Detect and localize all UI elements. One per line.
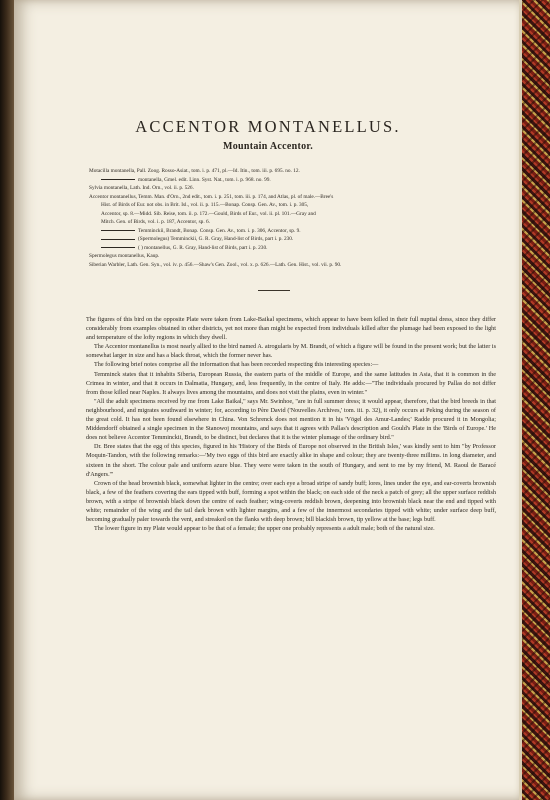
body-text bbox=[86, 315, 496, 533]
paragraph: The figures of this bird on the opposite Plate were taken from Lake-Baikal specimens, which appear to have been killed in their full nuptial dress, since they differ considerably from examples obtained in other districts, yet not more than might be expected from individuals killed after the plumage had been exposed to the light and temperature of the lofty regions in which they dwell. bbox=[86, 316, 496, 342]
ditto-dash bbox=[101, 239, 135, 240]
paragraph: Temminck states that it inhabits Siberia, European Russia, the eastern parts of the middle of Europe, and the same latitudes in Asia, that it is common in the Crimea in winter, and that it occurs in Dalmatia, Hungary, and, less frequently, in the centre of Italy. He adds:—"The individuals procured by Pallas do not differ from those killed near Naples. It always lives among the mountains, and does not visit the plains, even in winter." bbox=[86, 370, 496, 396]
synonym-line: montanella, Gmel. edit. Linn. Syst. Nat., tom. i. p. 968. no. 99. bbox=[89, 176, 494, 185]
synonym-line: Spermolegus montanellus, Kaup. bbox=[89, 253, 160, 260]
ditto-dash bbox=[101, 179, 135, 180]
paragraph: Crown of the head brownish black, somewhat lighter in the centre; over each eye a broad stripe of sandy buff; lores, lines under the eye, and ear-coverts brownish black, a few of the feathers covering the ears tipped with buff, forming a spot within the black; on each side of the neck a patch of grey; all the upper surface reddish brown, with a stripe of brownish black down the centre of each feather; wing-coverts reddish brown, deepening into brownish black near the end and tipped with white; remainder of the wing and the tail dark brown with lighter margins, and a few of the innermost secondaries tipped with white; under surface deep buff, becoming gradually paler towards the vent, and streaked on the flanks with deep brown; bill blackish brown, tip yellow at the base; legs buff. bbox=[86, 479, 496, 524]
synonym-line: (Spermolegus) Temminckii, G. R. Gray, Hand-list of Birds, part i. p. 230. bbox=[89, 235, 494, 244]
synonym-line: Motacilla montanella, Pall. Zoog. Rosso-Asiat., tom. i. p. 471, pl.—Id. Itin., tom. iii. p. 695. no. 12. bbox=[89, 168, 300, 174]
paragraph: The Accentor montanellus is most nearly allied to the bird named A. atrogularis by M. Brandt, of which a figure will be found in the present work; but the latter is somewhat larger in size and has a black throat, which the former never has. bbox=[86, 343, 496, 360]
ditto-dash bbox=[101, 230, 135, 231]
page-subtitle: Mountain Accentor. bbox=[222, 141, 314, 152]
synonym-line: Sylvia montanella, Lath. Ind. Orn., vol. ii. p. 526. bbox=[89, 185, 194, 192]
section-divider bbox=[258, 290, 290, 291]
synonym-line: Hist. of Birds of Eur. not obs. in Brit. Isl., vol. ii. p. 115.—Bonap. Consp. Gen. Av., tom. i. p. 305, bbox=[101, 202, 309, 209]
paragraph: The following brief notes comprise all the information that has been recorded respecting this interesting species:— bbox=[94, 361, 379, 369]
synonym-line: Mitch. Gen. of Birds, vol. i. p. 187, Accentor, sp. 6. bbox=[101, 219, 210, 226]
synonym-line: Accentor, sp. 8.—Midd. Sib. Reise, tom. ii. p. 172.—Gould, Birds of Eur., vol. ii. pl. 101.—Gray and bbox=[101, 210, 316, 217]
ditto-dash bbox=[101, 247, 135, 248]
synonym-line: ( ) montanellus, G. R. Gray, Hand-list of Birds, part i. p. 230. bbox=[89, 244, 494, 253]
decorative-border bbox=[522, 0, 550, 800]
paragraph: "All the adult specimens received by me from Lake Baikal," says Mr. Swinhoe, "are in full summer dress; it would appear, therefore, that the bird breeds in that neighbourhood, and migrates southward in winter; for, according to Père David ('Nouvelles Archives,' tom. iii. p. 32), it only occurs at Peking during the season of the great cold. It has not been found elsewhere in China. Von Schrenck does not mention it in his 'Vögel des Amur-Landes;' Radde procured it in Mongolia; Middendorff obtained a single specimen in the Stanowoj mountains, and says that it agrees with Pallas's description and Gould's Plate in the 'Birds of Europe.' He does not believe Accentor Temminckii, Brandt, to be distinct, but declares that it is the winter plumage of the ordinary bird." bbox=[86, 397, 496, 442]
synonym-line: Siberian Warbler, Lath. Gen. Syn., vol. iv. p. 456.—Shaw's Gen. Zool., vol. x. p. 626.—Lath. Gen. Hist., vol. vii. p. 90. bbox=[89, 262, 342, 269]
synonymy-list bbox=[89, 167, 494, 270]
page-title: ACCENTOR MONTANELLUS. bbox=[135, 117, 401, 136]
paragraph: The lower figure in my Plate would appear to be that of a female; the upper one probably represents a adult male; both of the natural size. bbox=[94, 525, 435, 533]
synonym-line: Accentor montanellus, Temm. Man. d'Orn., 2nd edit., tom. i. p. 251, tom. iii. p. 174, and Atlas, pl. of male.—Bree's bbox=[89, 193, 334, 200]
book-spine bbox=[0, 0, 14, 800]
synonym-line: Temminckii, Brandt, Bonap. Consp. Gen. Av., tom. i. p. 306, Accentor, sp. 9. bbox=[89, 227, 494, 236]
paragraph: Dr. Bree states that the egg of this species, figured in his 'History of the Birds of Europe not observed in the British Isles,' was kindly sent to him "by Professor Moquin-Tandon, with the following remarks:—'My two eggs of this bird are exactly alike in shape and colour; they are twenty-three millims. in long diameter, and sixteen in the short. The colour pale and uniform azure blue. They were were taken in the south of Hungary, and sent to me by my friend, M. Raoul de Baracé d'Angers.'" bbox=[86, 443, 496, 478]
